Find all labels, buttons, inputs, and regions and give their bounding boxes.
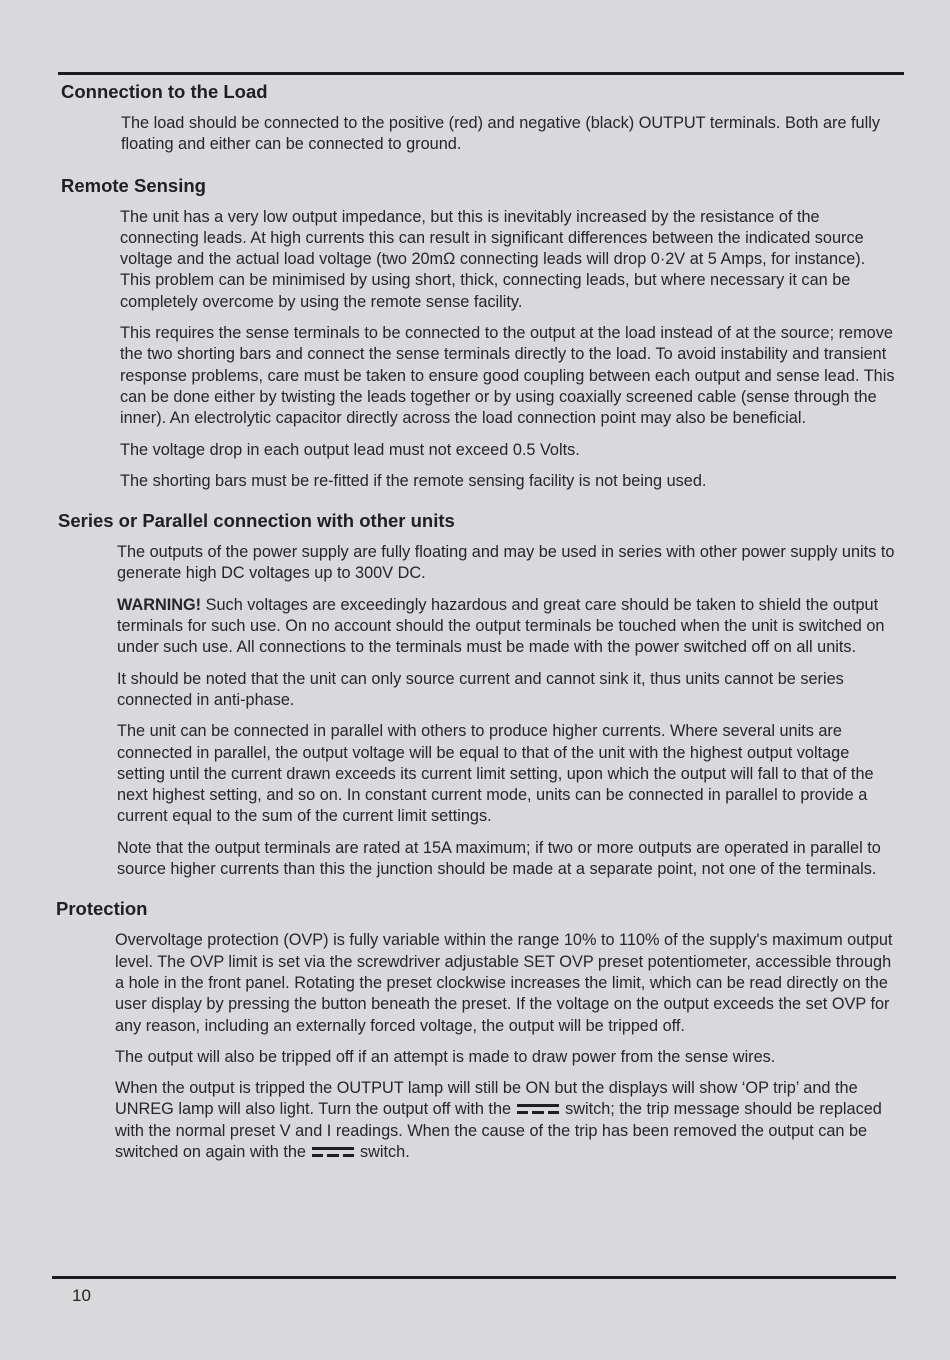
paragraph: It should be noted that the unit can only source current and cannot sink it, thus units cannot be series connected in anti-phase.	[117, 669, 844, 709]
warning-paragraph	[117, 595, 896, 659]
section-heading: Series or Parallel connection with other units	[58, 510, 455, 532]
paragraph: Overvoltage protection (OVP) is fully variable within the range 10% to 110% of the supply's maximum output level. The OVP limit is set via the screwdriver adjustable SET OVP preset potentiometer, accessible through a hole in the front panel. Rotating the preset clockwise increases the limit, which can be read directly on the user display by pressing the button beneath the preset. If the voltage on the output exceeds the set OVP for any reason, including an externally forced voltage, the output will be tripped off.	[115, 931, 893, 1035]
trip-text: switch; the trip message should be replaced with the normal preset V and I readings. When the cause of the trip has been removed the output can be switched on again with the	[115, 1100, 882, 1161]
section-heading: Protection	[56, 898, 148, 920]
section-protection	[56, 897, 898, 1163]
paragraph: The load should be connected to the positive (red) and negative (black) OUTPUT terminals. Both are fully floating and either can be connected to ground.	[121, 114, 880, 154]
page-number: 10	[72, 1286, 91, 1305]
paragraph: The voltage drop in each output lead must not exceed 0.5 Volts.	[120, 440, 580, 459]
paragraph: This requires the sense terminals to be connected to the output at the load instead of at the source; remove the two shorting bars and connect the sense terminals directly to the load. To avoid instability and transient response problems, care must be taken to ensure good coupling between each output and sense lead. This can be done either by twisting the leads together or by using coaxially screened cable (sense through the inner). An electrolytic capacitor directly across the load connection point may also be beneficial.	[120, 324, 895, 428]
bottom-rule	[52, 1276, 896, 1279]
dc-switch-icon	[517, 1103, 559, 1115]
paragraph: The shorting bars must be re-fitted if the remote sensing facility is not being used.	[120, 471, 707, 490]
dc-switch-icon	[312, 1146, 354, 1158]
page-content	[56, 80, 898, 1173]
top-rule	[58, 72, 904, 75]
trip-text: When the output is tripped the OUTPUT lamp will still be ON but the displays will show ‘OP trip’ and the UNREG lamp will also light. Turn the output off with the	[115, 1079, 858, 1119]
paragraph: The unit can be connected in parallel with others to produce higher currents. Where several units are connected in parallel, the output voltage will be equal to that of the unit with the highest output voltage setting until the current drawn exceeds its current limit setting, upon which the output will fall to that of the next highest setting, and so on. In constant current mode, units can be connected in parallel to provide a current equal to the sum of the current limit settings.	[117, 722, 874, 826]
paragraph: The unit has a very low output impedance, but this is inevitably increased by the resistance of the connecting leads. At high currents this can result in significant differences between the indicated source voltage and the actual load voltage (two 20mΩ connecting leads will drop 0·2V at 5 Amps, for instance). This problem can be minimised by using short, thick, connecting leads, but where necessary it can be completely overcome by using the remote sense facility.	[120, 207, 866, 311]
section-connection-to-load	[56, 80, 898, 156]
section-series-parallel	[56, 509, 898, 880]
section-heading: Connection to the Load	[61, 81, 268, 102]
paragraph: The outputs of the power supply are fully floating and may be used in series with other power supply units to generate high DC voltages up to 300V DC.	[117, 543, 895, 583]
trip-text: switch.	[359, 1142, 410, 1161]
warning-label: WARNING!	[117, 595, 202, 614]
trip-paragraph	[115, 1078, 896, 1163]
paragraph: Note that the output terminals are rated at 15A maximum; if two or more outputs are operated in parallel to source higher currents than this the junction should be made at a separate point, not one of the terminals.	[117, 838, 881, 879]
paragraph: The output will also be tripped off if an attempt is made to draw power from the sense wires.	[115, 1047, 776, 1066]
section-heading: Remote Sensing	[61, 174, 206, 196]
warning-text: Such voltages are exceedingly hazardous and great care should be taken to shield the output terminals for such use. On no account should the output terminals be touched when the unit is switched on under such use. All connections to the terminals must be made with the power switched off on all units.	[117, 595, 885, 657]
section-remote-sensing	[56, 174, 898, 493]
